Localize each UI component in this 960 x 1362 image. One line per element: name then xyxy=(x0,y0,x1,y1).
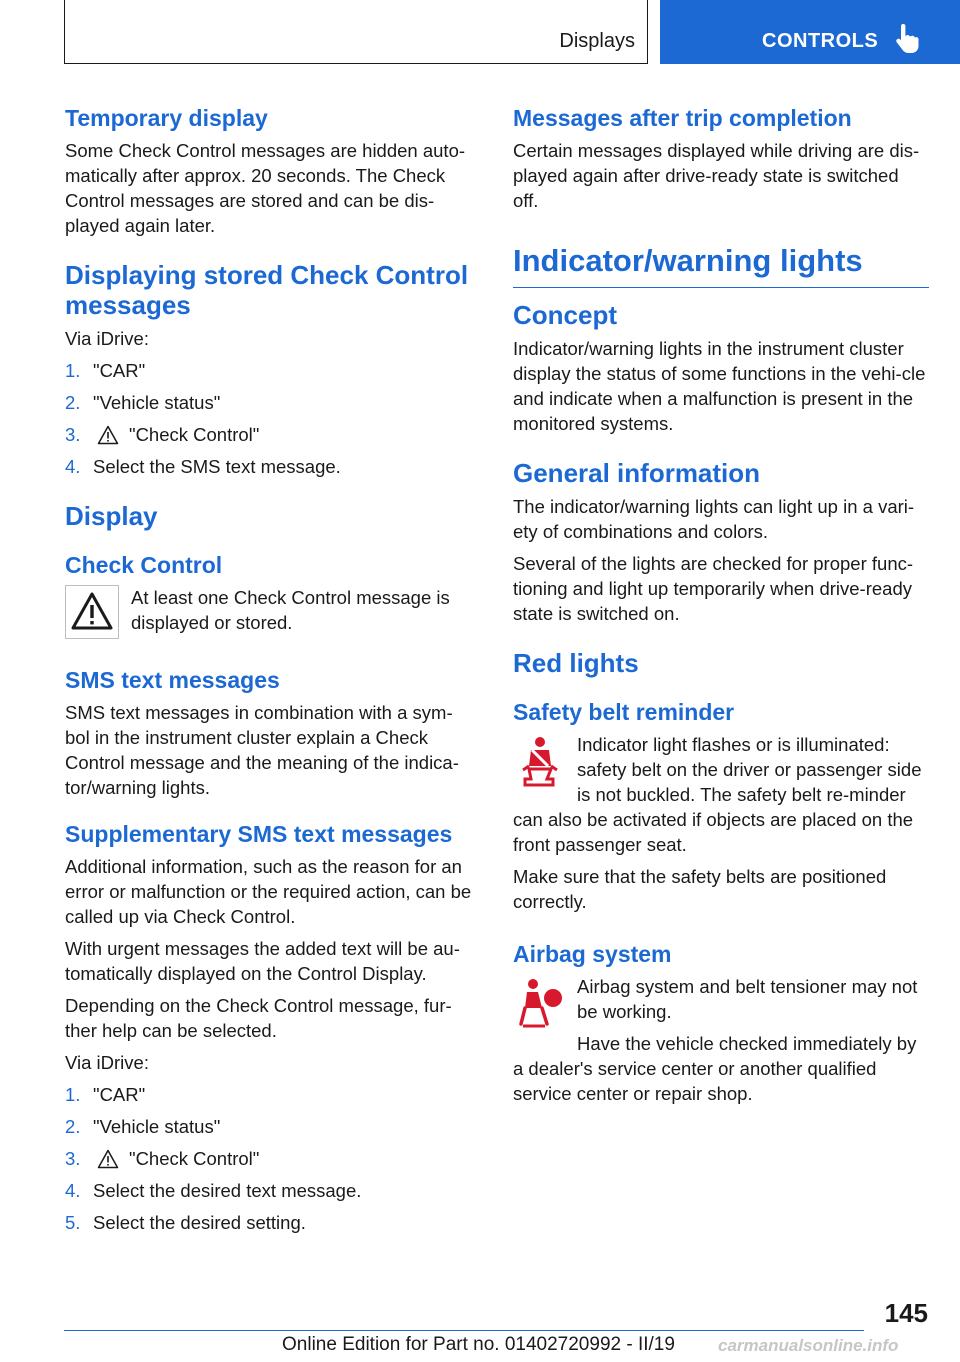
heading-airbag-system: Airbag system xyxy=(513,941,672,967)
supplementary-paragraph-1: Additional information, such as the reason for an error or malfunction or the required action, can be called up via Check Control. xyxy=(65,856,472,927)
temporary-display-text: Some Check Control messages are hidden auto-matically after approx. 20 seconds. The Check Control messages are stored and can be dis-played again later. xyxy=(65,140,466,236)
airbag-icon xyxy=(517,978,563,1030)
heading-displaying-stored: Displaying stored Check Control messages xyxy=(65,260,469,320)
via-idrive-label: Via iDrive: xyxy=(65,328,149,349)
header-chapter-title: CONTROLS xyxy=(762,30,879,52)
supplementary-paragraph-2: With urgent messages the added text will be au-tomatically displayed on the Control Display. xyxy=(65,938,460,984)
heading-sms-text-messages: SMS text messages xyxy=(65,667,280,693)
supplementary-paragraph-3: Depending on the Check Control message, fur-ther help can be selected. xyxy=(65,995,452,1041)
pointing-hand-icon xyxy=(894,24,920,54)
belt-reminder-text: Indicator light flashes or is illuminated: safety belt on the driver or passenger side is not buckled. The safety belt re-minder can also be activated if objects are placed on the front passenger seat. xyxy=(513,734,922,855)
stored-steps-list xyxy=(65,358,477,479)
heading-temporary-display: Temporary display xyxy=(65,105,268,131)
header-section-title: Displays xyxy=(559,30,635,52)
heading-display: Display xyxy=(65,501,158,531)
sms-text: SMS text messages in combination with a sym-bol in the instrument cluster explain a Check Control message and the meaning of the indica-tor/warning lights. xyxy=(65,702,459,798)
supplementary-steps-list xyxy=(65,1082,477,1235)
header-chapter-tab xyxy=(660,0,960,64)
header-section-box xyxy=(64,0,648,64)
right-column xyxy=(513,100,929,1113)
general-paragraph-2: Several of the lights are checked for proper func-tioning and light up temporarily when drive-ready state is switched on. xyxy=(513,553,914,624)
airbag-block xyxy=(513,974,929,1113)
list-item: 1. "CAR" xyxy=(65,1084,146,1105)
heading-concept: Concept xyxy=(513,300,617,330)
list-item: 5. Select the desired setting. xyxy=(65,1212,306,1233)
list-item: 1. "CAR" xyxy=(65,360,146,381)
watermark: carmanualsonline.info xyxy=(718,1336,899,1355)
belt-reminder-paragraph-2: Make sure that the safety belts are positioned correctly. xyxy=(513,866,887,912)
list-item: 4. Select the desired text message. xyxy=(65,1180,362,1201)
heading-general-information: General information xyxy=(513,458,761,488)
list-item: 4. Select the SMS text message. xyxy=(65,456,341,477)
belt-block xyxy=(513,732,929,864)
heading-indicator-warning-lights: Indicator/warning lights xyxy=(513,241,929,288)
list-item: 2. "Vehicle status" xyxy=(65,392,221,413)
list-item: 2. "Vehicle status" xyxy=(65,1116,221,1137)
list-item: 3. "Check Control" xyxy=(65,1148,260,1169)
left-column xyxy=(65,100,477,1242)
trip-completion-text: Certain messages displayed while driving are dis-played again after drive-ready state is switched off. xyxy=(513,140,920,211)
check-control-row xyxy=(65,585,477,642)
footer-rule xyxy=(64,1330,864,1331)
page-number: 145 xyxy=(884,1298,928,1328)
general-paragraph-1: The indicator/warning lights can light up in a vari-ety of combinations and colors. xyxy=(513,496,915,542)
airbag-paragraph-2: Have the vehicle checked immediately by a dealer's service center or another qualified service center or repair shop. xyxy=(513,1033,917,1104)
warning-triangle-icon xyxy=(65,585,119,639)
airbag-paragraph-1: Airbag system and belt tensioner may not be working. xyxy=(577,976,918,1022)
concept-text: Indicator/warning lights in the instrument cluster display the status of some functions in the vehi-cle and indicate when a malfunction is present in the monitored systems. xyxy=(513,338,926,434)
heading-supplementary-sms: Supplementary SMS text messages xyxy=(65,821,453,847)
check-control-text: At least one Check Control message is displayed or stored. xyxy=(131,587,450,633)
heading-red-lights: Red lights xyxy=(513,648,639,678)
warning-triangle-icon xyxy=(97,425,119,445)
heading-messages-after-trip: Messages after trip completion xyxy=(513,105,852,131)
heading-check-control: Check Control xyxy=(65,552,223,578)
via-idrive-label: Via iDrive: xyxy=(65,1052,149,1073)
list-item: 3. "Check Control" xyxy=(65,424,260,445)
warning-triangle-icon xyxy=(97,1149,119,1169)
seatbelt-icon xyxy=(517,736,563,788)
heading-safety-belt-reminder: Safety belt reminder xyxy=(513,699,735,725)
footer-edition-text: Online Edition for Part no. 01402720992 - II/19 xyxy=(282,1334,675,1355)
